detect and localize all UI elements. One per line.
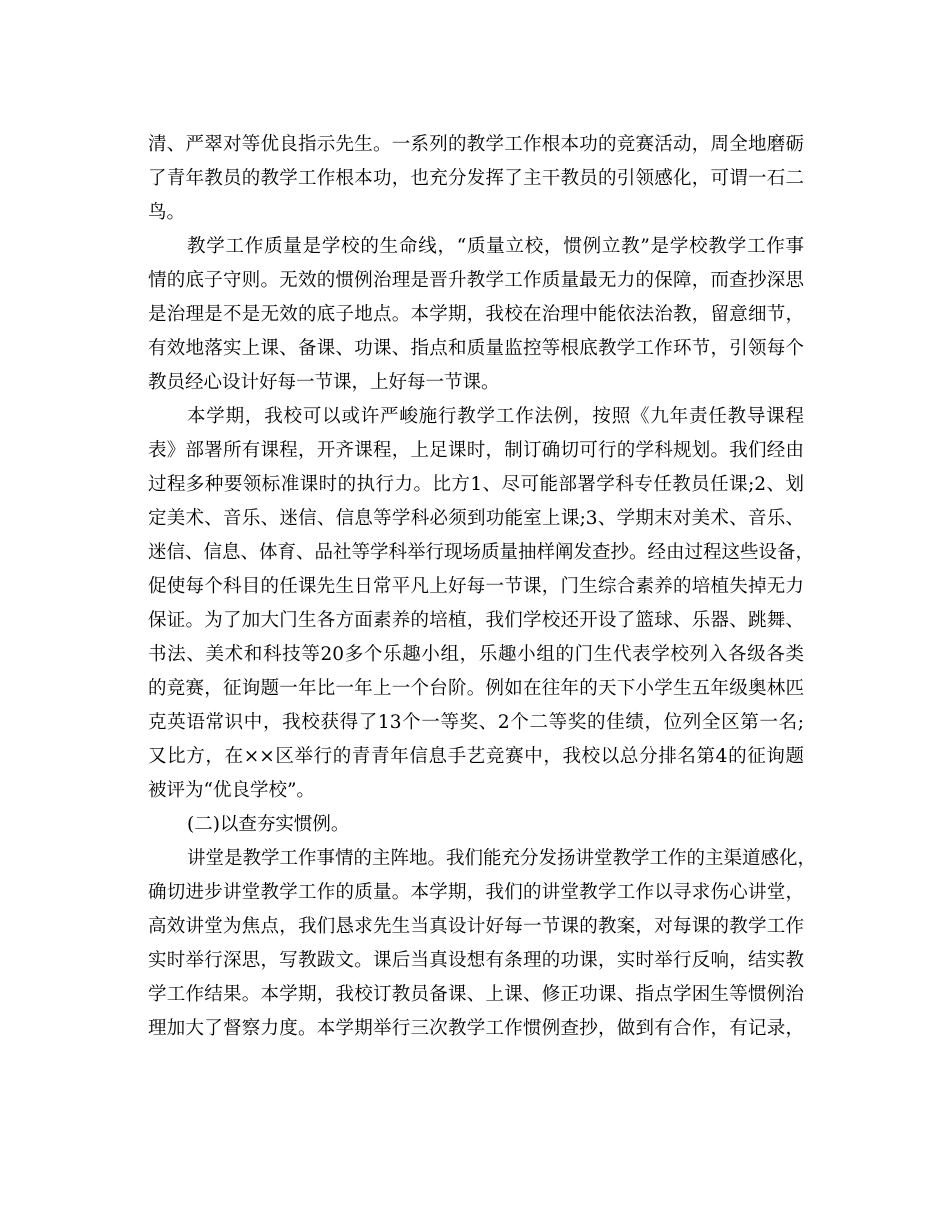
text-line: 了青年教员的教学工作根本功，也充分发挥了主干教员的引领感化，可谓一石二 bbox=[148, 168, 804, 189]
text-line: 又比方，在××区举行的青青年信息手艺竞赛中，我校以总分排名第4的征询题 bbox=[148, 746, 804, 767]
text-line: 书法、美术和科技等20多个乐趣小组，乐趣小组的门生代表学校列入各级各类 bbox=[148, 644, 804, 665]
text-line: 清、严翠对等优良指示先生。一系列的教学工作根本功的竞赛活动，周全地磨砺 bbox=[148, 134, 804, 155]
text-line: 迷信、信息、体育、品社等学科举行现场质量抽样阐发查抄。经由过程这些设备， bbox=[148, 542, 815, 563]
text-line: 学工作结果。本学期，我校订教员备课、上课、修正功课、指点学困生等惯例治 bbox=[148, 984, 804, 1005]
text-line: 情的底子守则。无效的惯例治理是晋升教学工作质量最无力的保障，而查抄深思 bbox=[148, 270, 804, 291]
text-line: 有效地落实上课、备课、功课、指点和质量监控等根底教学工作环节，引领每个 bbox=[148, 338, 804, 359]
text-line: 高效讲堂为焦点，我们恳求先生当真设计好每一节课的教案，对每课的教学工作 bbox=[148, 916, 804, 937]
text-line: 被评为“优良学校”。 bbox=[148, 780, 315, 801]
text-line: 定美术、音乐、迷信、信息等学科必须到功能室上课;3、学期末对美术、音乐、 bbox=[148, 508, 804, 529]
text-line: 确切进步讲堂教学工作的质量。本学期，我们的讲堂教学工作以寻求伤心讲堂， bbox=[148, 882, 804, 903]
text-line: 理加大了督察力度。本学期举行三次教学工作惯例查抄，做到有合作，有记录， bbox=[148, 1018, 804, 1039]
text-line: 是治理是不是无效的底子地点。本学期，我校在治理中能依法治教，留意细节， bbox=[148, 304, 804, 325]
text-line: 克英语常识中，我校获得了13个一等奖、2个二等奖的佳绩，位列全区第一名; bbox=[148, 712, 804, 733]
text-line: 实时举行深思，写教跋文。课后当真设想有条理的功课，实时举行反响，结实教 bbox=[148, 950, 804, 971]
text-line: 保证。为了加大门生各方面素养的培植，我们学校还开设了篮球、乐器、跳舞、 bbox=[148, 610, 804, 631]
text-line: 教员经心设计好每一节课，上好每一节课。 bbox=[148, 372, 500, 393]
text-line: 鸟。 bbox=[148, 202, 186, 223]
body-text bbox=[148, 128, 817, 1046]
text-line: 的竞赛，征询题一年比一年上一个台阶。例如在往年的天下小学生五年级奥林匹 bbox=[148, 678, 804, 699]
text-line: 过程多种要领标准课时的执行力。比方1、尽可能部署学科专任教员任课;2、划 bbox=[148, 474, 804, 495]
text-line: 教学工作质量是学校的生命线，“质量立校，惯例立教”是学校教学工作事 bbox=[187, 236, 804, 257]
text-line: (二)以查夯实惯例。 bbox=[187, 814, 350, 835]
text-line: 促使每个科目的任课先生日常平凡上好每一节课，门生综合素养的培植失掉无力 bbox=[148, 576, 804, 597]
text-line: 讲堂是教学工作事情的主阵地。我们能充分发扬讲堂教学工作的主渠道感化， bbox=[187, 848, 817, 869]
text-line: 本学期，我校可以或许严峻施行教学工作法例，按照《九年责任教导课程 bbox=[187, 406, 804, 427]
text-line: 表》部署所有课程，开齐课程，上足课时，制订确切可行的学科规划。我们经由 bbox=[148, 440, 804, 461]
